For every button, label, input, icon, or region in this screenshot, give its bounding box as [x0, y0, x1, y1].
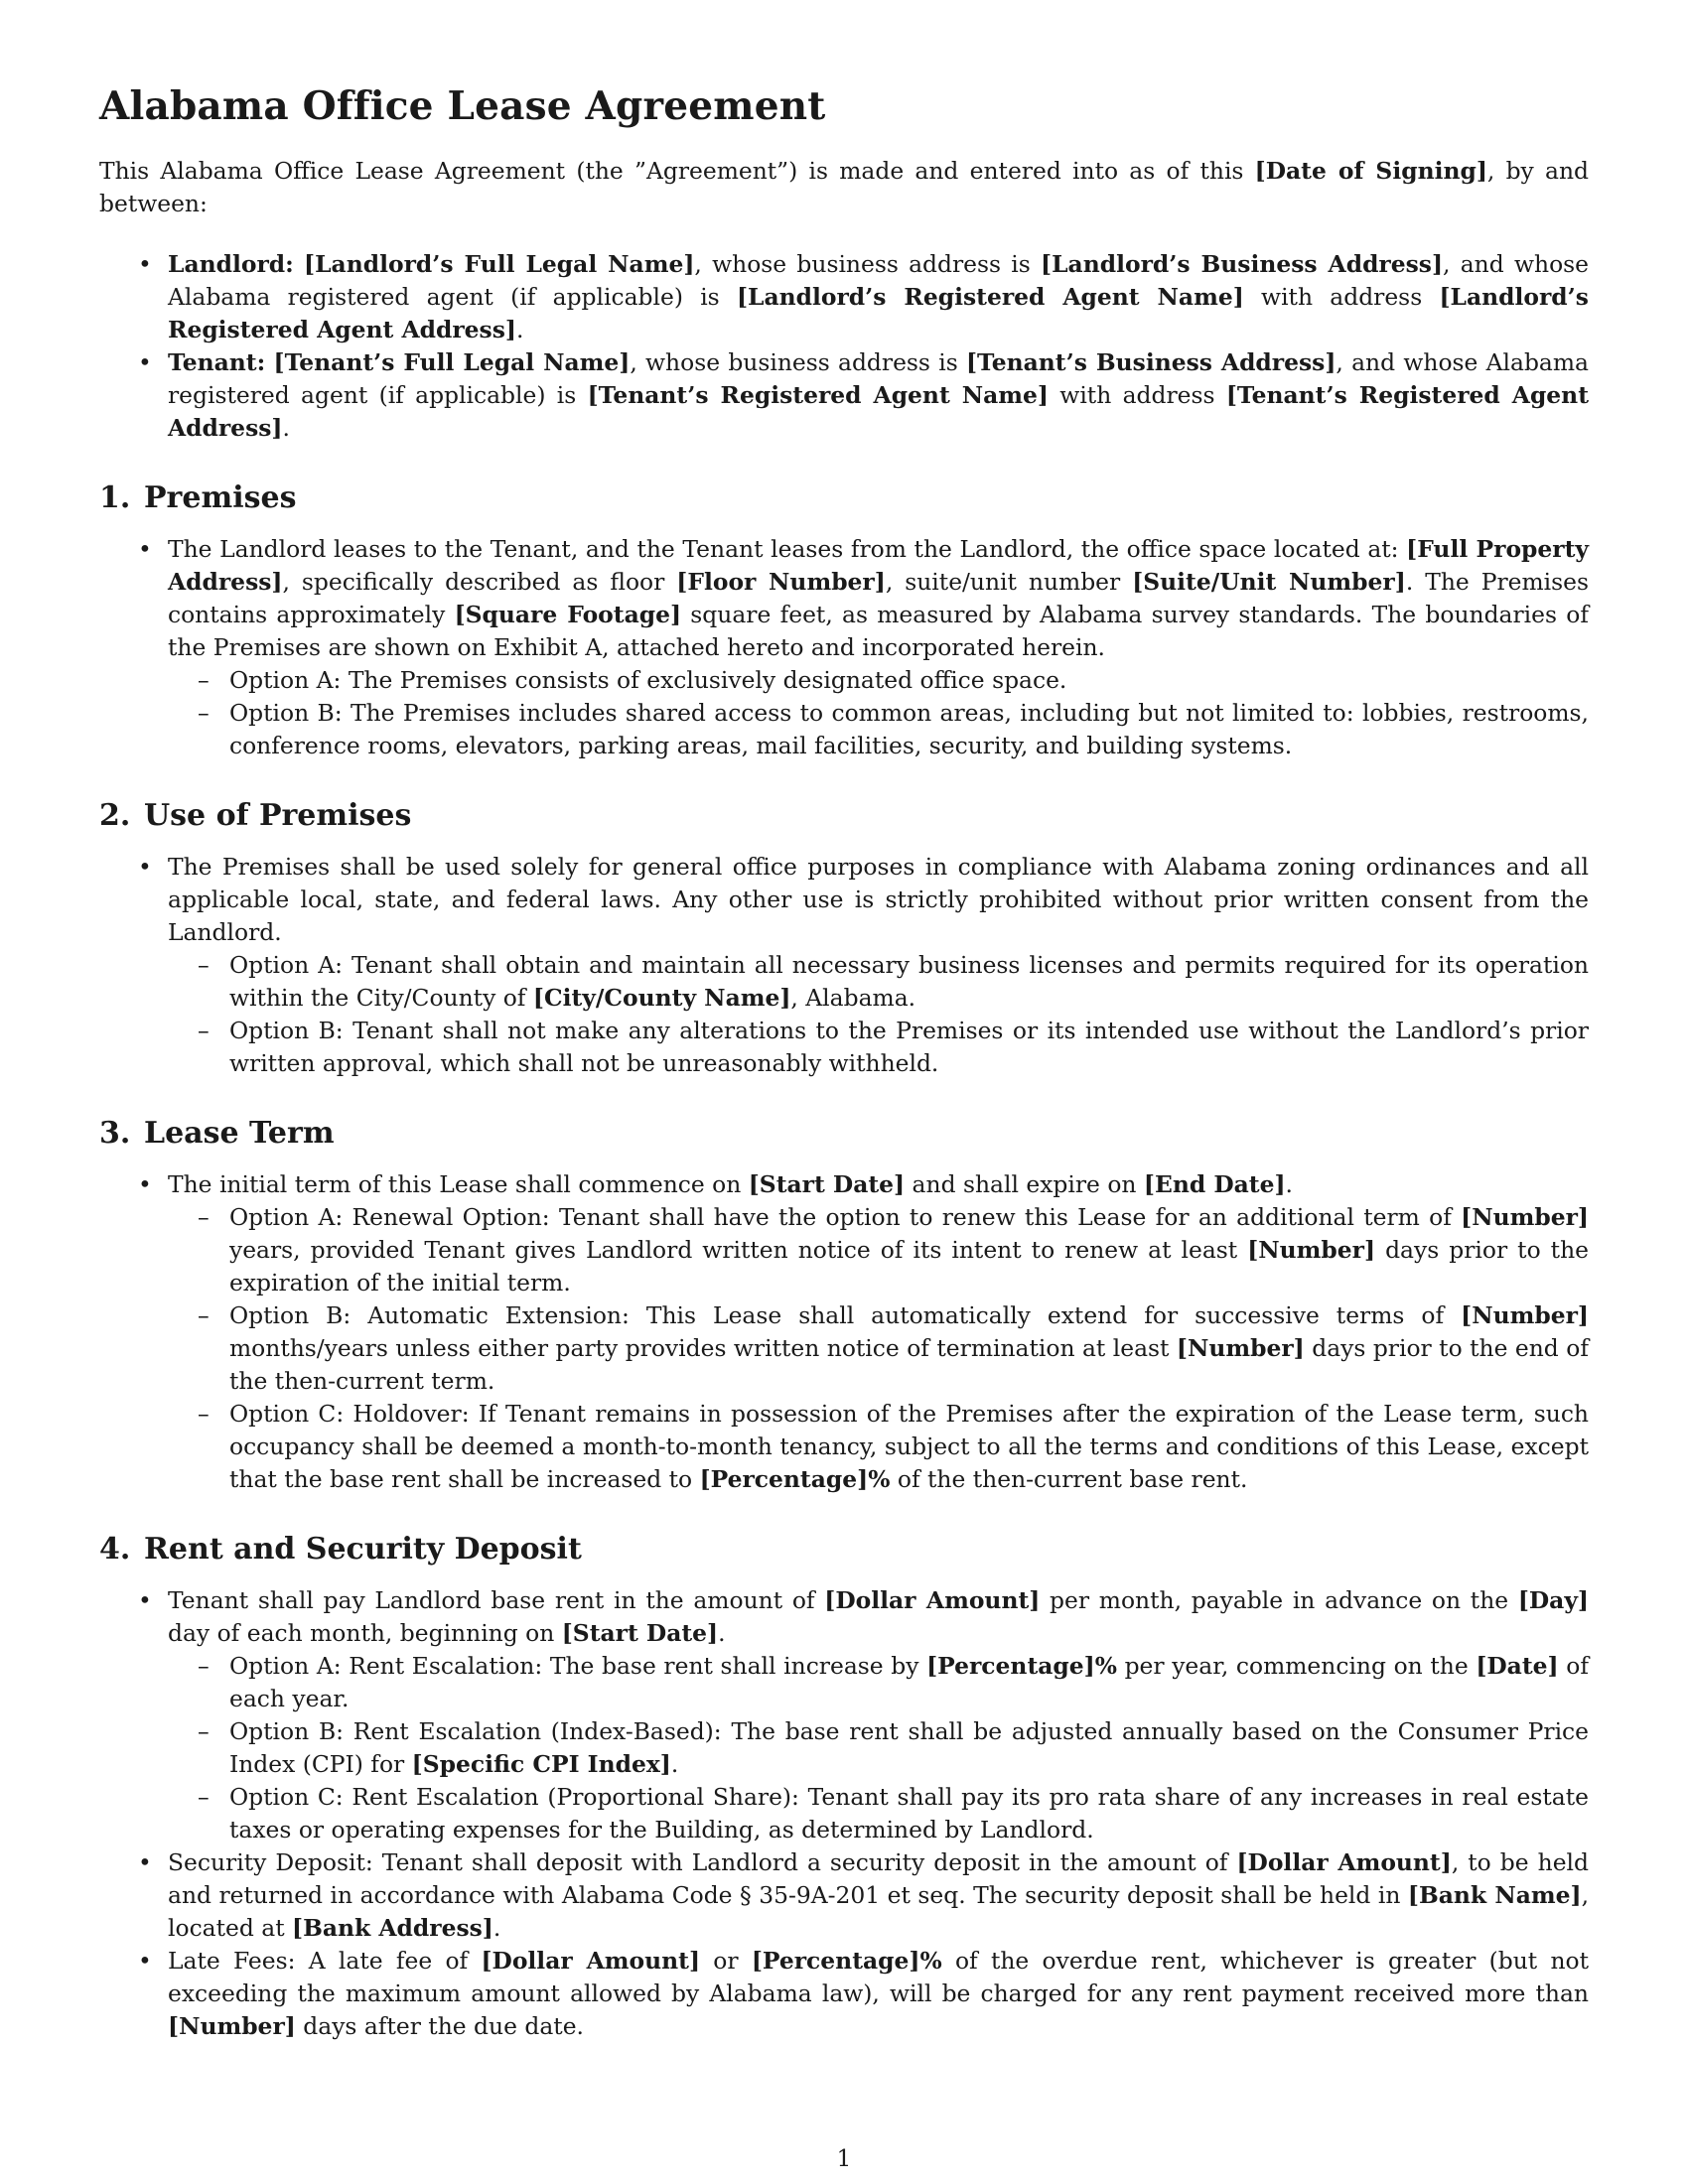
- section-heading: [99, 1116, 1589, 1151]
- placeholder-field: [Landlord’s Business Address]: [1041, 250, 1444, 278]
- text-run: The Premises shall be used solely for general office purposes in compliance with Alabama zoning ordinances and all applicable local, state, and federal laws. Any other use is strictly prohibited without prior written consent from the Landlord.: [168, 853, 1589, 946]
- section-number: 3.: [99, 1116, 131, 1151]
- placeholder-field: [End Date]: [1143, 1170, 1286, 1198]
- text-run: .: [718, 1619, 726, 1647]
- sections-container: [99, 480, 1589, 2043]
- intro-paragraph: [99, 155, 1589, 220]
- text-run: .: [492, 1914, 501, 1942]
- placeholder-field: [Landlord’s Full Legal Name]: [304, 250, 695, 278]
- section-title: Use of Premises: [144, 798, 412, 833]
- text-run: with address: [1049, 381, 1226, 409]
- bullet-item: [99, 1846, 1589, 1945]
- text-run: .: [282, 414, 290, 442]
- page-number: 1: [836, 2146, 852, 2172]
- option-item: [168, 1781, 1589, 1846]
- option-item: [168, 949, 1589, 1015]
- text-run: , Alabama.: [790, 984, 916, 1012]
- section-heading: [99, 480, 1589, 515]
- option-item: [168, 664, 1589, 697]
- section-title: Premises: [144, 480, 297, 515]
- placeholder-field: [Bank Address]: [292, 1914, 493, 1942]
- document-title: Alabama Office Lease Agreement: [99, 83, 826, 129]
- option-list: [168, 1650, 1589, 1846]
- text-run: , suite/unit number: [885, 568, 1133, 596]
- bullet-item: [99, 1168, 1589, 1496]
- text-run: Security Deposit: Tenant shall deposit with Landlord a security deposit in the amount of: [168, 1848, 1237, 1876]
- placeholder-field: [Tenant’s Registered Agent Name]: [587, 381, 1049, 409]
- text-run: days after the due date.: [295, 2012, 584, 2040]
- bullet-item: [99, 533, 1589, 762]
- section-heading: [99, 1532, 1589, 1567]
- option-item: [168, 697, 1589, 762]
- text-run: .: [670, 1750, 679, 1778]
- text-run: months/years unless either party provides written notice of termination at least: [229, 1334, 1177, 1362]
- placeholder-field: [Tenant’s Full Legal Name]: [273, 348, 631, 376]
- text-run: Option A: The Premises consists of exclusively designated office space.: [229, 666, 1067, 694]
- placeholder-field: [Percentage]%: [926, 1652, 1117, 1680]
- placeholder-field: [Start Date]: [748, 1170, 906, 1198]
- placeholder-field: [Number]: [1461, 1301, 1589, 1329]
- text-run: Option A: Renewal Option: Tenant shall have the option to renew this Lease for an additional term of: [229, 1203, 1462, 1231]
- text-run: , by and between:: [99, 157, 1589, 217]
- parties-list: [99, 248, 1589, 445]
- document-page: [99, 83, 1589, 2043]
- placeholder-field: [Day]: [1517, 1586, 1589, 1614]
- section-number: 2.: [99, 798, 131, 833]
- placeholder-field: [Dollar Amount]: [481, 1947, 701, 1975]
- placeholder-field: [Number]: [168, 2012, 296, 2040]
- text-run: days prior to the expiration of the initial term.: [229, 1236, 1589, 1297]
- option-item: [168, 1299, 1589, 1398]
- text-run: . The Premises contains approximately: [168, 568, 1589, 628]
- section-heading: [99, 798, 1589, 833]
- option-list: [168, 949, 1589, 1080]
- text-run: , whose business address is: [630, 348, 966, 376]
- placeholder-field: [Full Property Address]: [168, 535, 1590, 596]
- text-run: of the overdue rent, whichever is greater (but not exceeding the maximum amount allowed by Alabama law), will be charged for any rent payment received more than: [168, 1947, 1589, 2007]
- text-run: square feet, as measured by Alabama survey standards. The boundaries of the Premises are shown on Exhibit A, attached hereto and incorporated herein.: [168, 601, 1590, 661]
- text-run: Option B: Automatic Extension: This Lease shall automatically extend for successive terms of: [229, 1301, 1462, 1329]
- text-run: Option A: Tenant shall obtain and maintain all necessary business licenses and permits required for its operation within the City/County of: [229, 951, 1589, 1012]
- option-item: [168, 1715, 1589, 1781]
- section-bullet-list: [99, 1584, 1589, 2043]
- section-title: Lease Term: [144, 1116, 335, 1151]
- text-run: The initial term of this Lease shall commence on: [168, 1170, 749, 1198]
- option-item: [168, 1015, 1589, 1080]
- placeholder-field: [Suite/Unit Number]: [1132, 568, 1406, 596]
- placeholder-field: [Number]: [1247, 1236, 1376, 1264]
- text-run: per month, payable in advance on the: [1040, 1586, 1518, 1614]
- text-run: Option C: Rent Escalation (Proportional Share): Tenant shall pay its pro rata share of any increases in real estate taxes or operating expenses for the Building, as determined by Landlord.: [229, 1783, 1589, 1843]
- option-list: [168, 664, 1589, 762]
- text-run: Option B: The Premises includes shared access to common areas, including but not limited to: lobbies, restrooms, conference rooms, elevators, parking areas, mail facilities, security, and building systems.: [229, 699, 1589, 759]
- text-run: Option A: Rent Escalation: The base rent shall increase by: [229, 1652, 927, 1680]
- party-tenant: [99, 346, 1589, 445]
- text-run: .: [515, 316, 524, 343]
- text-run: Tenant shall pay Landlord base rent in the amount of: [168, 1586, 825, 1614]
- text-run: of each year.: [229, 1652, 1589, 1712]
- section-number: 1.: [99, 480, 131, 515]
- text-run: Option C: Holdover: If Tenant remains in possession of the Premises after the expiration of the Lease term, such occupancy shall be deemed a month-to-month tenancy, subject to all the terms and conditions of this Lease, except that the base rent shall be increased to: [229, 1400, 1589, 1493]
- text-run: and shall expire on: [905, 1170, 1144, 1198]
- placeholder-field: [Specific CPI Index]: [411, 1750, 671, 1778]
- section-title: Rent and Security Deposit: [144, 1532, 582, 1567]
- text-run: , specifically described as floor: [282, 568, 677, 596]
- placeholder-field: [Dollar Amount]: [824, 1586, 1041, 1614]
- party-landlord: [99, 248, 1589, 346]
- placeholder-field: [Number]: [1461, 1203, 1589, 1231]
- placeholder-field: [Tenant’s Business Address]: [965, 348, 1336, 376]
- text-run: [265, 348, 273, 376]
- text-run: , and whose Alabama registered agent (if applicable) is: [168, 348, 1590, 409]
- text-run: Option B: Tenant shall not make any alterations to the Premises or its intended use without the Landlord’s prior written approval, which shall not be unreasonably withheld.: [229, 1017, 1589, 1077]
- bullet-item: [99, 851, 1589, 1080]
- section-bullet-list: [99, 851, 1589, 1080]
- placeholder-field: [Bank Name]: [1407, 1881, 1582, 1909]
- text-run: , whose business address is: [694, 250, 1042, 278]
- placeholder-field: [Date]: [1476, 1652, 1559, 1680]
- placeholder-field: Tenant:: [168, 348, 266, 376]
- text-run: of the then-current base rent.: [890, 1465, 1248, 1493]
- text-run: or: [700, 1947, 752, 1975]
- placeholder-field: [Floor Number]: [676, 568, 886, 596]
- bullet-item: [99, 1945, 1589, 2043]
- placeholder-field: [Tenant’s Registered Agent Address]: [168, 381, 1589, 442]
- option-item: [168, 1201, 1589, 1299]
- placeholder-field: [Percentage]%: [751, 1947, 942, 1975]
- section-bullet-list: [99, 1168, 1589, 1496]
- option-item: [168, 1398, 1589, 1496]
- text-run: [294, 250, 304, 278]
- placeholder-field: [Landlord’s Registered Agent Address]: [168, 283, 1589, 343]
- text-run: The Landlord leases to the Tenant, and the Tenant leases from the Landlord, the office space located at:: [168, 535, 1407, 563]
- option-list: [168, 1201, 1589, 1496]
- text-run: .: [1285, 1170, 1293, 1198]
- placeholder-field: [Percentage]%: [699, 1465, 891, 1493]
- text-run: per year, commencing on the: [1116, 1652, 1477, 1680]
- text-run: , located at: [168, 1881, 1589, 1942]
- text-run: with address: [1243, 283, 1440, 311]
- text-run: This Alabama Office Lease Agreement (the ”Agreement”) is made and entered into as of this: [99, 157, 1255, 185]
- section-number: 4.: [99, 1532, 131, 1567]
- placeholder-field: [Start Date]: [561, 1619, 719, 1647]
- placeholder-field: Landlord:: [168, 250, 294, 278]
- text-run: , to be held and returned in accordance with Alabama Code § 35-9A-201 et seq. The security deposit shall be held in: [168, 1848, 1589, 1909]
- text-run: Option B: Rent Escalation (Index-Based): The base rent shall be adjusted annually based on the Consumer Price Index (CPI) for: [229, 1717, 1589, 1778]
- text-run: Late Fees: A late fee of: [168, 1947, 482, 1975]
- placeholder-field: [Date of Signing]: [1254, 157, 1487, 185]
- option-item: [168, 1650, 1589, 1715]
- text-run: day of each month, beginning on: [168, 1619, 562, 1647]
- section-bullet-list: [99, 533, 1589, 762]
- placeholder-field: [Square Footage]: [454, 601, 682, 628]
- text-run: days prior to the end of the then-current term.: [229, 1334, 1589, 1395]
- placeholder-field: [Landlord’s Registered Agent Name]: [736, 283, 1244, 311]
- placeholder-field: [Number]: [1176, 1334, 1305, 1362]
- placeholder-field: [Dollar Amount]: [1236, 1848, 1452, 1876]
- bullet-item: [99, 1584, 1589, 1846]
- text-run: years, provided Tenant gives Landlord written notice of its intent to renew at least: [229, 1236, 1248, 1264]
- placeholder-field: [City/County Name]: [532, 984, 791, 1012]
- text-run: , and whose Alabama registered agent (if applicable) is: [168, 250, 1589, 311]
